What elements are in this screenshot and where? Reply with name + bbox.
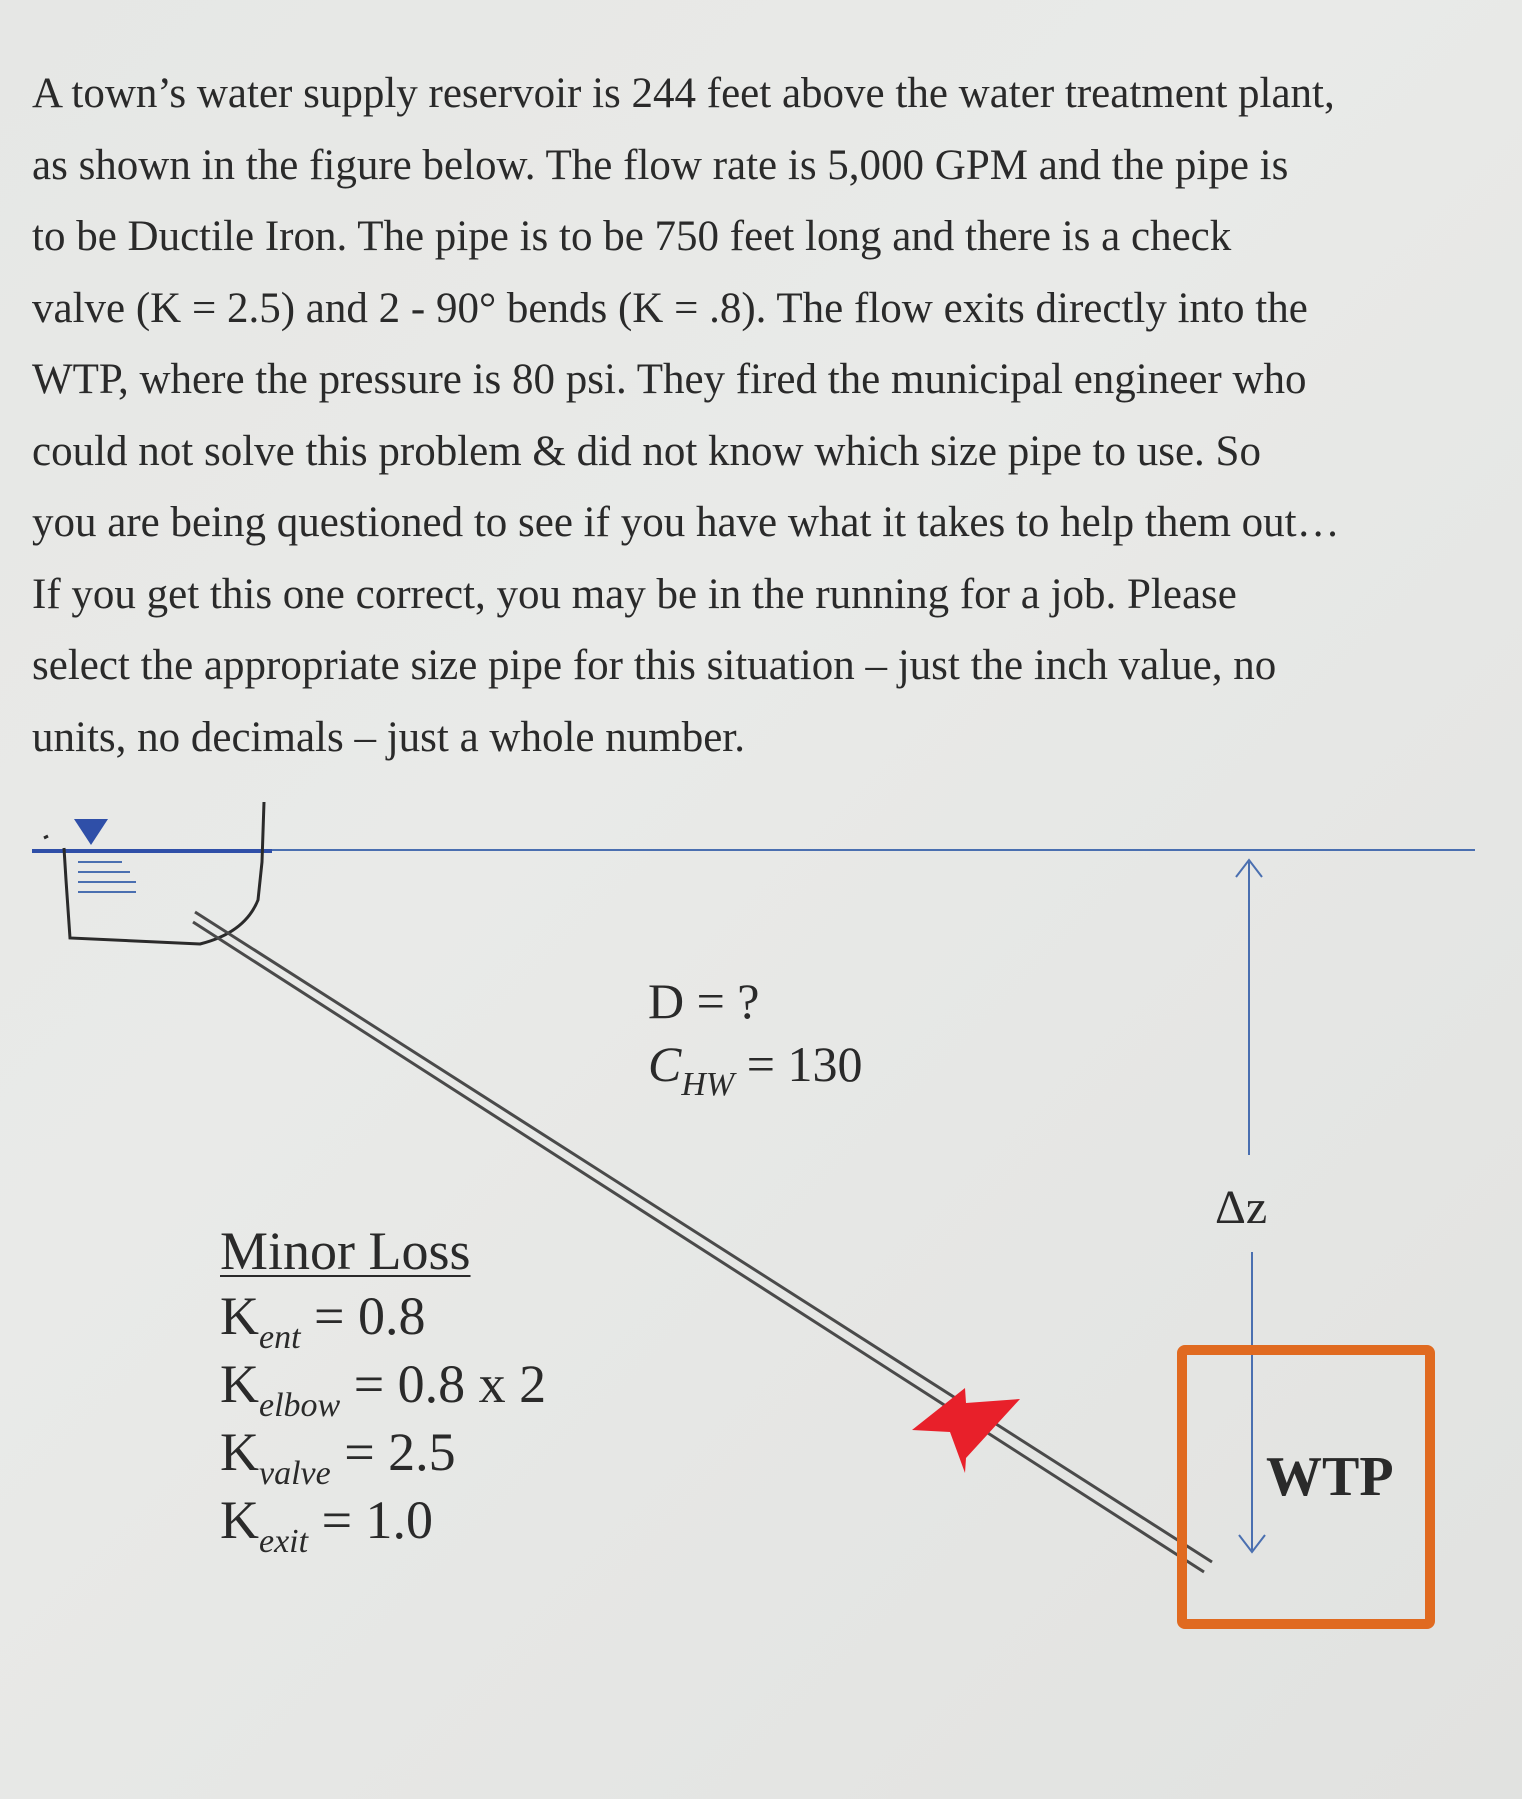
k-symbol: K <box>220 1354 259 1414</box>
k-subscript: valve <box>259 1455 331 1492</box>
k-subscript: elbow <box>259 1387 341 1424</box>
elevation-difference-label: Δz <box>1215 1181 1268 1234</box>
k-value: = 1.0 <box>321 1490 434 1550</box>
k-symbol: K <box>220 1422 259 1482</box>
k-subscript: ent <box>259 1319 301 1356</box>
k-value: = 0.8 x 2 <box>353 1354 547 1414</box>
minor-loss-title: Minor Loss <box>220 1221 471 1281</box>
k-value: = 2.5 <box>344 1422 456 1482</box>
problem-line: could not solve this problem & did not know which size pipe to use. So <box>32 427 1261 475</box>
problem-line: select the appropriate size pipe for this situation – just the inch value, no <box>32 642 1277 689</box>
chw-symbol: C <box>648 1036 682 1092</box>
water-level-icon <box>74 819 108 845</box>
problem-line: valve (K = 2.5) and 2 - 90° bends (K = .8). The flow exits directly into the <box>32 284 1308 332</box>
problem-line: you are being questioned to see if you have what it takes to help them out… <box>32 499 1340 546</box>
pipe-diameter-label: D = ? <box>648 973 760 1029</box>
k-valve-row <box>220 1421 456 1492</box>
wtp-label: WTP <box>1266 1446 1394 1508</box>
k-symbol: K <box>220 1286 259 1346</box>
problem-line: units, no decimals – just a whole number. <box>32 713 745 761</box>
k-elbow-row <box>220 1353 547 1424</box>
problem-line: as shown in the figure below. The flow rate is 5,000 GPM and the pipe is <box>32 141 1289 189</box>
problem-line: If you get this one correct, you may be in the running for a job. Please <box>32 570 1237 618</box>
problem-line: A town’s water supply reservoir is 244 feet above the water treatment plant, <box>32 70 1335 117</box>
k-subscript: exit <box>259 1523 309 1560</box>
chw-value: = 130 <box>746 1036 863 1092</box>
k-value: = 0.8 <box>314 1286 426 1346</box>
problem-line: to be Ductile Iron. The pipe is to be 750 feet long and there is a check <box>32 213 1232 260</box>
chw-subscript: HW <box>681 1066 735 1103</box>
k-exit-row <box>220 1489 434 1560</box>
k-entrance-row <box>220 1285 426 1356</box>
problem-line: WTP, where the pressure is 80 psi. They fired the municipal engineer who <box>32 356 1307 403</box>
hazen-williams-coefficient-label <box>648 1035 862 1104</box>
k-symbol: K <box>220 1490 259 1550</box>
